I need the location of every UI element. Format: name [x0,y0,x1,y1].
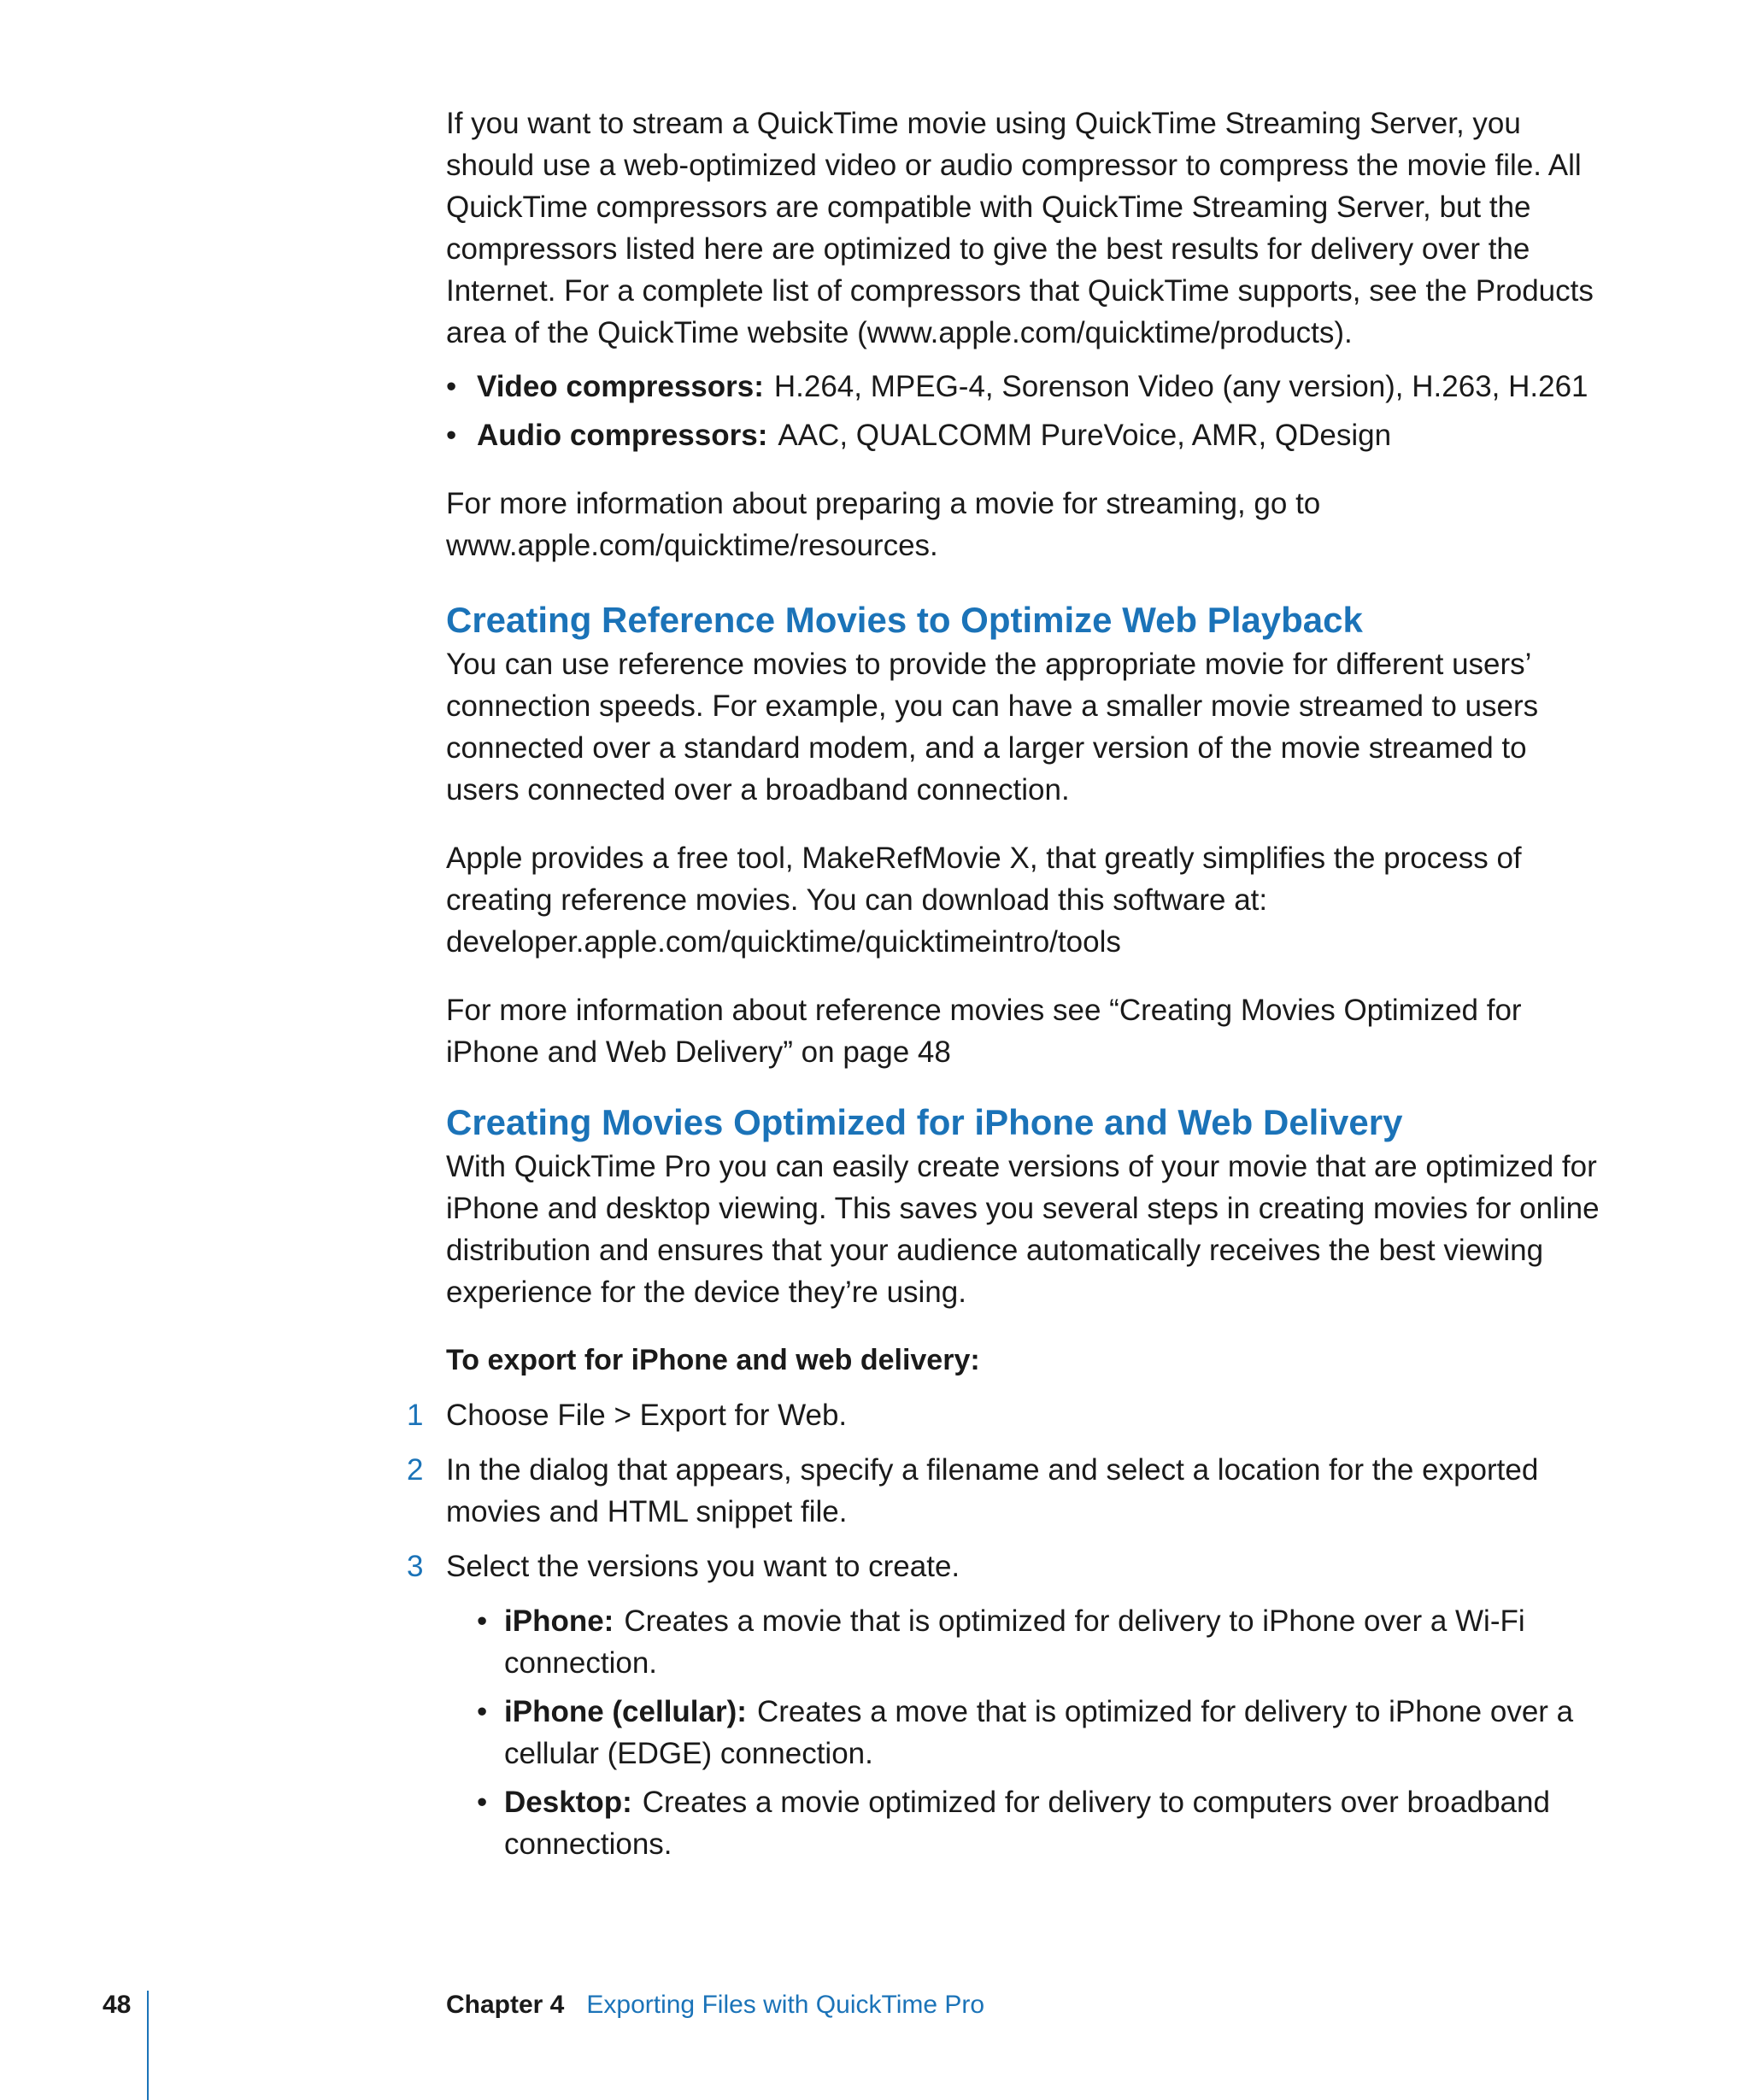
list-item-text: AAC, QUALCOMM PureVoice, AMR, QDesign [778,419,1392,452]
compressor-list [446,366,1601,456]
chapter-label: Chapter 4 [446,1991,565,2019]
footer-divider [147,1991,149,2100]
procedure-steps [407,1394,1601,1865]
list-item-term: Desktop: [504,1786,632,1819]
makerefmovie-paragraph: Apple provides a free tool, MakeRefMovie X, that greatly simplifies the process of creating reference movies. You can download this software at: developer.apple.com/quicktime/quicktimeintro/tools [446,842,1522,959]
list-item-term: iPhone (cellular): [504,1695,747,1728]
bullet-icon: • [446,370,457,403]
streaming-info-paragraph: For more information about preparing a movie for streaming, go to www.apple.com/quicktime/resources. [446,487,1321,562]
version-options-list [446,1600,1601,1865]
section-heading-reference-movies: Creating Reference Movies to Optimize Web Playback [446,600,1363,640]
running-footer [446,1991,984,2020]
step-item [407,1546,1601,1865]
intro-paragraph: If you want to stream a QuickTime movie using QuickTime Streaming Server, you should use a web-optimized video or audio compressor to compress the movie file. All QuickTime compressors are compatible with QuickTime Streaming Server, but the compressors listed here are optimized to give the best results for delivery over the Internet. For a complete list of compressors that QuickTime supports, see the Products area of the QuickTime website (www.apple.com/quicktime/products). [446,107,1594,349]
list-item-term: iPhone: [504,1604,614,1638]
reference-movies-crossref-paragraph: For more information about reference movies see “Creating Movies Optimized for iPhone and Web Delivery” on page 48 [446,994,1522,1069]
list-item-text: Creates a move that is optimized for delivery to iPhone over a cellular (EDGE) connection. [504,1695,1574,1770]
list-item-term: Audio compressors: [477,419,768,452]
main-column [407,103,1601,1865]
list-item-term: Video compressors: [477,370,764,403]
procedure-title: To export for iPhone and web delivery: [446,1344,980,1376]
list-item-text: H.264, MPEG-4, Sorenson Video (any version), H.263, H.261 [773,370,1589,403]
bullet-icon: • [477,1604,488,1638]
list-item [446,414,1601,456]
bullet-icon: • [446,419,457,452]
step-item [407,1394,1601,1436]
reference-movies-paragraph: You can use reference movies to provide the appropriate movie for different users’ connection speeds. For example, you can have a smaller movie streamed to users connected over a standard modem, and a larger version of the movie streamed to users connected over a broadband connection. [446,648,1539,807]
step-text: Select the versions you want to create. [446,1550,960,1583]
step-item [407,1449,1601,1533]
iphone-web-paragraph: With QuickTime Pro you can easily create versions of your movie that are optimized for iPhone and desktop viewing. This saves you several steps in creating movies for online distribution and ensures that your audience automatically receives the best viewing experience for the device they’re using. [446,1150,1600,1309]
chapter-title: Exporting Files with QuickTime Pro [586,1991,985,2019]
list-item-text: Creates a movie optimized for delivery to computers over broadband connections. [504,1786,1550,1861]
list-item [477,1600,1601,1684]
section-heading-iphone-web: Creating Movies Optimized for iPhone and Web Delivery [446,1102,1403,1142]
list-item-text: Creates a movie that is optimized for delivery to iPhone over a Wi-Fi connection. [504,1604,1525,1680]
bullet-icon: • [477,1695,488,1728]
step-number: 1 [407,1399,424,1432]
step-number: 2 [407,1453,424,1487]
list-item [477,1691,1601,1774]
step-number: 3 [407,1550,424,1583]
bullet-icon: • [477,1786,488,1819]
list-item [477,1781,1601,1865]
step-text: Choose File > Export for Web. [446,1399,848,1432]
page-number: 48 [103,1991,132,2019]
list-item [446,366,1601,408]
step-text: In the dialog that appears, specify a filename and select a location for the exported movies and HTML snippet file. [446,1453,1539,1528]
